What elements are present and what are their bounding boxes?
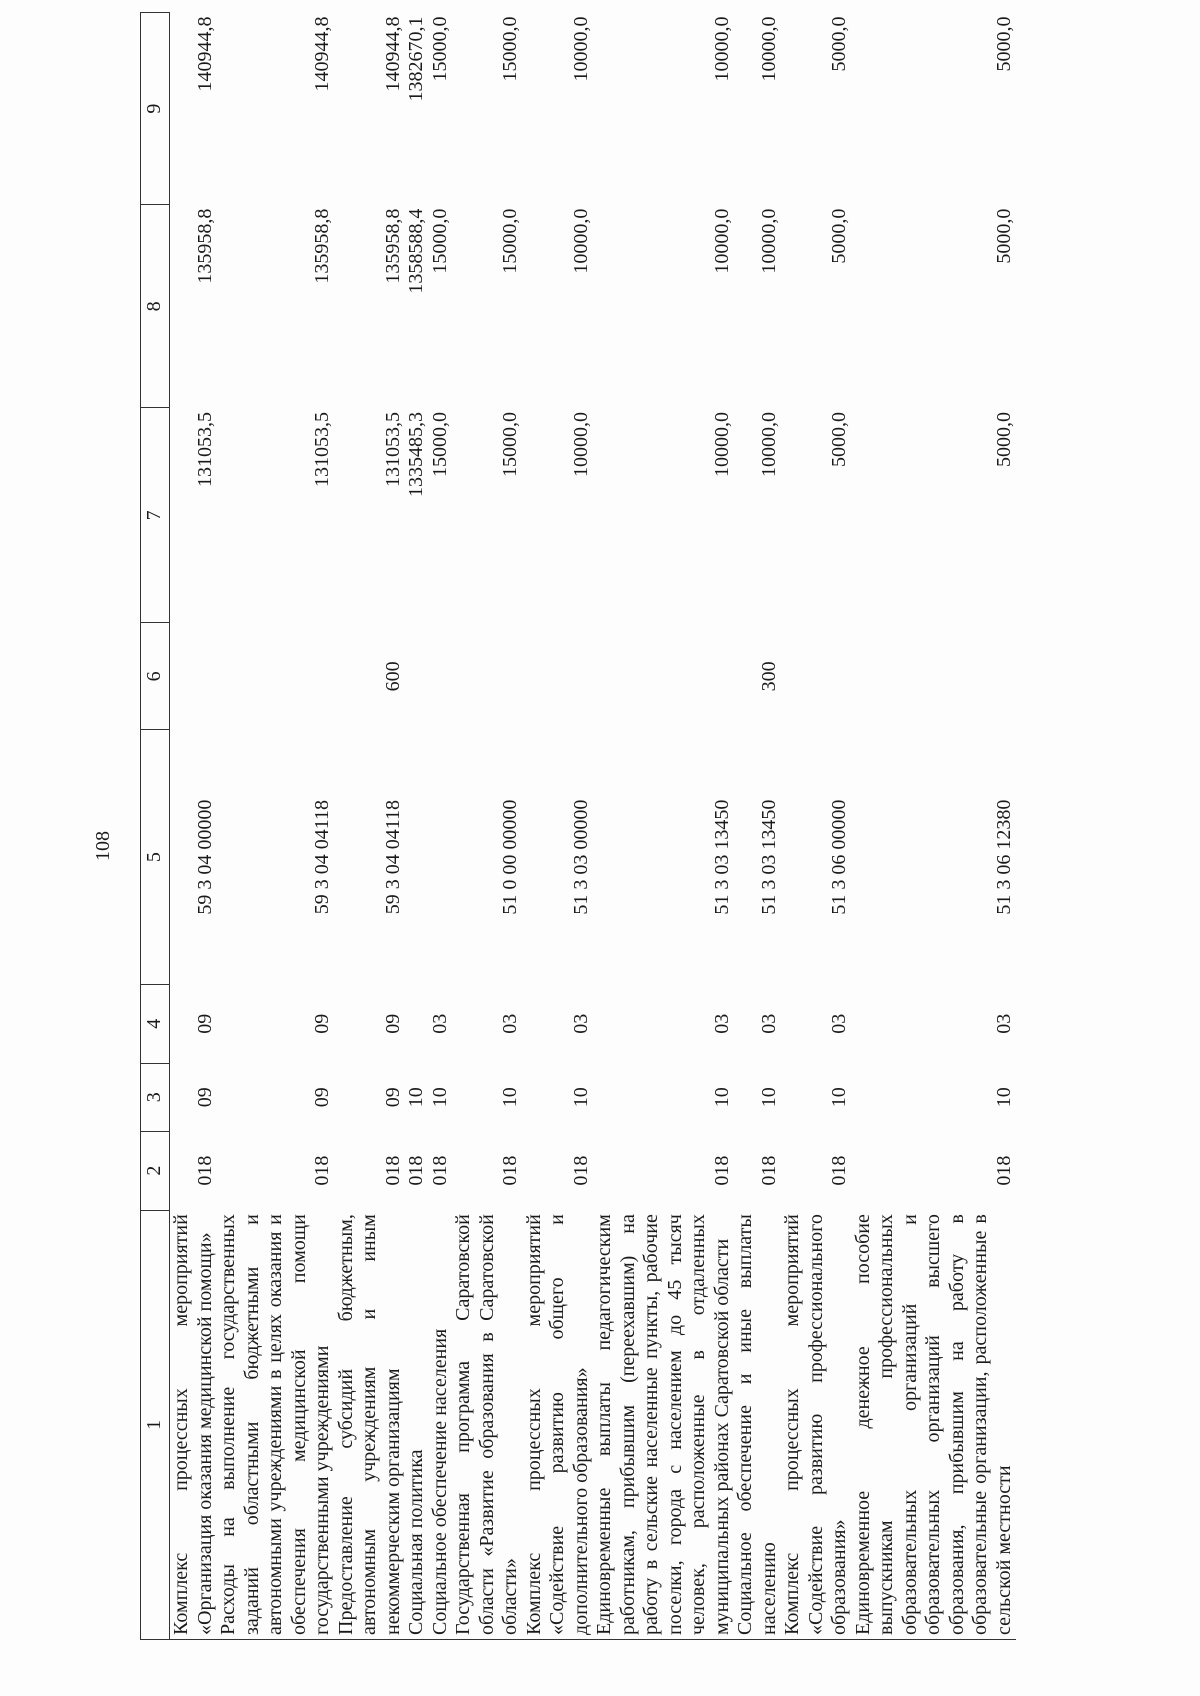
cell-target-article: 59 3 04 00000 bbox=[193, 799, 216, 915]
row-description: Единовременное денежное пособие выпускникам профессиональных образовательных организаций и образовательных организаций высшего образования, прибывшим на работу в образовательные организации, расположенные в сельской местности bbox=[852, 1210, 1017, 1639]
table-row bbox=[523, 13, 594, 1640]
cell-amount-year2: 1358588,4 bbox=[405, 208, 427, 294]
cell-amount-year2: 135958,8 bbox=[381, 208, 404, 284]
cell-expense-type: 300 bbox=[757, 661, 780, 692]
table-row bbox=[452, 13, 523, 1640]
table-row bbox=[335, 13, 406, 1640]
cell-amount-year2: 10000,0 bbox=[710, 208, 733, 274]
cell-amount-year1: 15000,0 bbox=[499, 412, 521, 477]
cell-amount-year3: 10000,0 bbox=[569, 16, 592, 82]
cell-subsection bbox=[405, 984, 429, 1063]
table-header-row bbox=[141, 13, 170, 1640]
cell-target-article: 51 3 06 00000 bbox=[828, 799, 850, 915]
header-cell: 7 bbox=[141, 408, 170, 623]
cell-section: 10 bbox=[828, 1087, 850, 1108]
cell-ministry-code: 018 bbox=[381, 1155, 404, 1186]
table-row bbox=[405, 13, 429, 1640]
cell-subsection: 03 bbox=[992, 1013, 1015, 1034]
cell-target-article: 59 3 04 04118 bbox=[311, 799, 333, 915]
cell-subsection: 03 bbox=[757, 1013, 780, 1034]
cell-amount-year3: 15000,0 bbox=[428, 16, 451, 82]
cell-amount-year1: 5000,0 bbox=[828, 412, 850, 467]
cell-ministry-code: 018 bbox=[405, 1155, 427, 1186]
page-number: 108 bbox=[92, 831, 114, 861]
table-row bbox=[217, 13, 335, 1640]
cell-section: 10 bbox=[499, 1087, 521, 1108]
cell-amount-year3: 140944,8 bbox=[193, 16, 216, 92]
cell-expense-type bbox=[781, 623, 852, 730]
cell-expense-type bbox=[170, 623, 218, 730]
row-description: Расходы на выполнение государственных заданий областными бюджетными и автономными учреждениями в целях оказания и обеспечения медицинской помощи государственными учреждениями bbox=[217, 1210, 335, 1639]
cell-target-article: 51 3 03 00000 bbox=[569, 799, 592, 915]
cell-target-article: 59 3 04 04118 bbox=[381, 799, 404, 915]
cell-ministry-code: 018 bbox=[992, 1155, 1015, 1186]
cell-subsection: 09 bbox=[311, 1013, 333, 1034]
cell-amount-year3: 5000,0 bbox=[992, 16, 1015, 72]
cell-ministry-code: 018 bbox=[499, 1155, 521, 1186]
cell-amount-year1: 10000,0 bbox=[757, 412, 780, 477]
cell-subsection: 03 bbox=[428, 1013, 451, 1034]
cell-expense-type bbox=[429, 623, 453, 730]
cell-subsection: 09 bbox=[193, 1013, 216, 1034]
table-row bbox=[593, 13, 734, 1640]
cell-amount-year2: 5000,0 bbox=[828, 208, 850, 264]
cell-ministry-code: 018 bbox=[193, 1155, 216, 1186]
header-cell: 1 bbox=[141, 1210, 170, 1639]
cell-amount-year3: 5000,0 bbox=[828, 16, 850, 72]
cell-amount-year2: 10000,0 bbox=[757, 208, 780, 274]
cell-section: 09 bbox=[311, 1087, 333, 1108]
cell-section: 10 bbox=[569, 1087, 592, 1108]
cell-ministry-code: 018 bbox=[428, 1155, 451, 1186]
cell-subsection: 03 bbox=[499, 1013, 521, 1034]
cell-section: 10 bbox=[992, 1087, 1015, 1108]
row-description: Единовременные выплаты педагогическим работникам, прибывшим (переехавшим) на работу в сельские населенные пункты, рабочие поселки, города с населением до 45 тысяч человек, расположенные в отдаленных муниципальных районах Саратовской области bbox=[593, 1210, 734, 1639]
cell-expense-type bbox=[852, 623, 1017, 730]
cell-section: 09 bbox=[193, 1087, 216, 1108]
cell-section: 10 bbox=[405, 1087, 427, 1108]
cell-ministry-code: 018 bbox=[710, 1155, 733, 1186]
cell-expense-type bbox=[593, 623, 734, 730]
cell-ministry-code: 018 bbox=[569, 1155, 592, 1186]
cell-expense-type: 600 bbox=[381, 661, 404, 692]
cell-section: 10 bbox=[428, 1087, 451, 1108]
table-row bbox=[781, 13, 852, 1640]
header-cell: 5 bbox=[141, 730, 170, 984]
cell-amount-year3: 10000,0 bbox=[757, 16, 780, 82]
header-cell: 4 bbox=[141, 984, 170, 1063]
cell-section: 09 bbox=[381, 1087, 404, 1108]
cell-amount-year1: 131053,5 bbox=[311, 412, 333, 487]
row-description: Социальное обеспечение населения bbox=[429, 1210, 453, 1639]
cell-target-article: 51 3 06 12380 bbox=[992, 799, 1015, 915]
row-description: Комплекс процессных мероприятий «Содействие развитию профессионального образования» bbox=[781, 1210, 852, 1639]
cell-subsection: 03 bbox=[710, 1013, 733, 1034]
cell-amount-year2: 10000,0 bbox=[569, 208, 592, 274]
cell-section: 10 bbox=[710, 1087, 733, 1108]
cell-amount-year2: 135958,8 bbox=[311, 208, 333, 284]
cell-subsection: 03 bbox=[828, 1013, 850, 1034]
header-cell: 3 bbox=[141, 1063, 170, 1131]
cell-subsection: 09 bbox=[381, 1013, 404, 1034]
cell-amount-year1: 131053,5 bbox=[193, 412, 216, 487]
cell-target-article bbox=[429, 730, 453, 984]
cell-expense-type bbox=[452, 623, 523, 730]
header-cell: 6 bbox=[141, 623, 170, 730]
cell-subsection: 03 bbox=[569, 1013, 592, 1034]
header-cell: 8 bbox=[141, 205, 170, 408]
cell-ministry-code: 018 bbox=[311, 1155, 333, 1186]
cell-expense-type bbox=[405, 623, 429, 730]
cell-amount-year3: 140944,8 bbox=[381, 16, 404, 92]
row-description: Социальное обеспечение и иные выплаты населению bbox=[734, 1210, 781, 1639]
cell-ministry-code: 018 bbox=[828, 1155, 850, 1186]
cell-amount-year3: 140944,8 bbox=[311, 16, 333, 92]
cell-amount-year1: 10000,0 bbox=[569, 412, 592, 477]
cell-section: 10 bbox=[757, 1087, 780, 1108]
table-row bbox=[429, 13, 453, 1640]
cell-amount-year2: 15000,0 bbox=[499, 208, 521, 274]
budget-table bbox=[140, 12, 1016, 1640]
table-row bbox=[170, 13, 218, 1640]
row-description: Государственная программа Саратовской области «Развитие образования в Саратовской области» bbox=[452, 1210, 523, 1639]
table-row bbox=[734, 13, 781, 1640]
row-description: Комплекс процессных мероприятий «Содействие развитию общего и дополнительного образования» bbox=[523, 1210, 594, 1639]
header-cell: 2 bbox=[141, 1131, 170, 1210]
cell-amount-year3: 1382670,1 bbox=[405, 16, 427, 102]
header-cell: 9 bbox=[141, 13, 170, 205]
cell-amount-year3: 10000,0 bbox=[710, 16, 733, 82]
cell-amount-year1: 5000,0 bbox=[992, 412, 1015, 467]
cell-amount-year2: 135958,8 bbox=[193, 208, 216, 284]
cell-amount-year1: 1335485,3 bbox=[405, 412, 427, 497]
cell-amount-year2: 15000,0 bbox=[428, 208, 451, 274]
cell-expense-type bbox=[523, 623, 594, 730]
row-description: Предоставление субсидий бюджетным, автономным учреждениям и иным некоммерческим организациям bbox=[335, 1210, 406, 1639]
cell-ministry-code: 018 bbox=[757, 1155, 780, 1186]
cell-amount-year1: 15000,0 bbox=[428, 412, 451, 477]
cell-target-article: 51 0 00 00000 bbox=[499, 799, 521, 915]
cell-target-article: 51 3 03 13450 bbox=[757, 799, 780, 915]
row-description: Комплекс процессных мероприятий «Организация оказания медицинской помощи» bbox=[170, 1210, 218, 1639]
cell-amount-year2: 5000,0 bbox=[992, 208, 1015, 264]
cell-target-article: 51 3 03 13450 bbox=[710, 799, 733, 915]
cell-amount-year1: 131053,5 bbox=[381, 412, 404, 487]
cell-target-article bbox=[405, 730, 429, 984]
cell-expense-type bbox=[217, 623, 335, 730]
cell-amount-year1: 10000,0 bbox=[710, 412, 733, 477]
cell-amount-year3: 15000,0 bbox=[499, 16, 521, 82]
table-row bbox=[852, 13, 1017, 1640]
row-description: Социальная политика bbox=[405, 1210, 429, 1639]
